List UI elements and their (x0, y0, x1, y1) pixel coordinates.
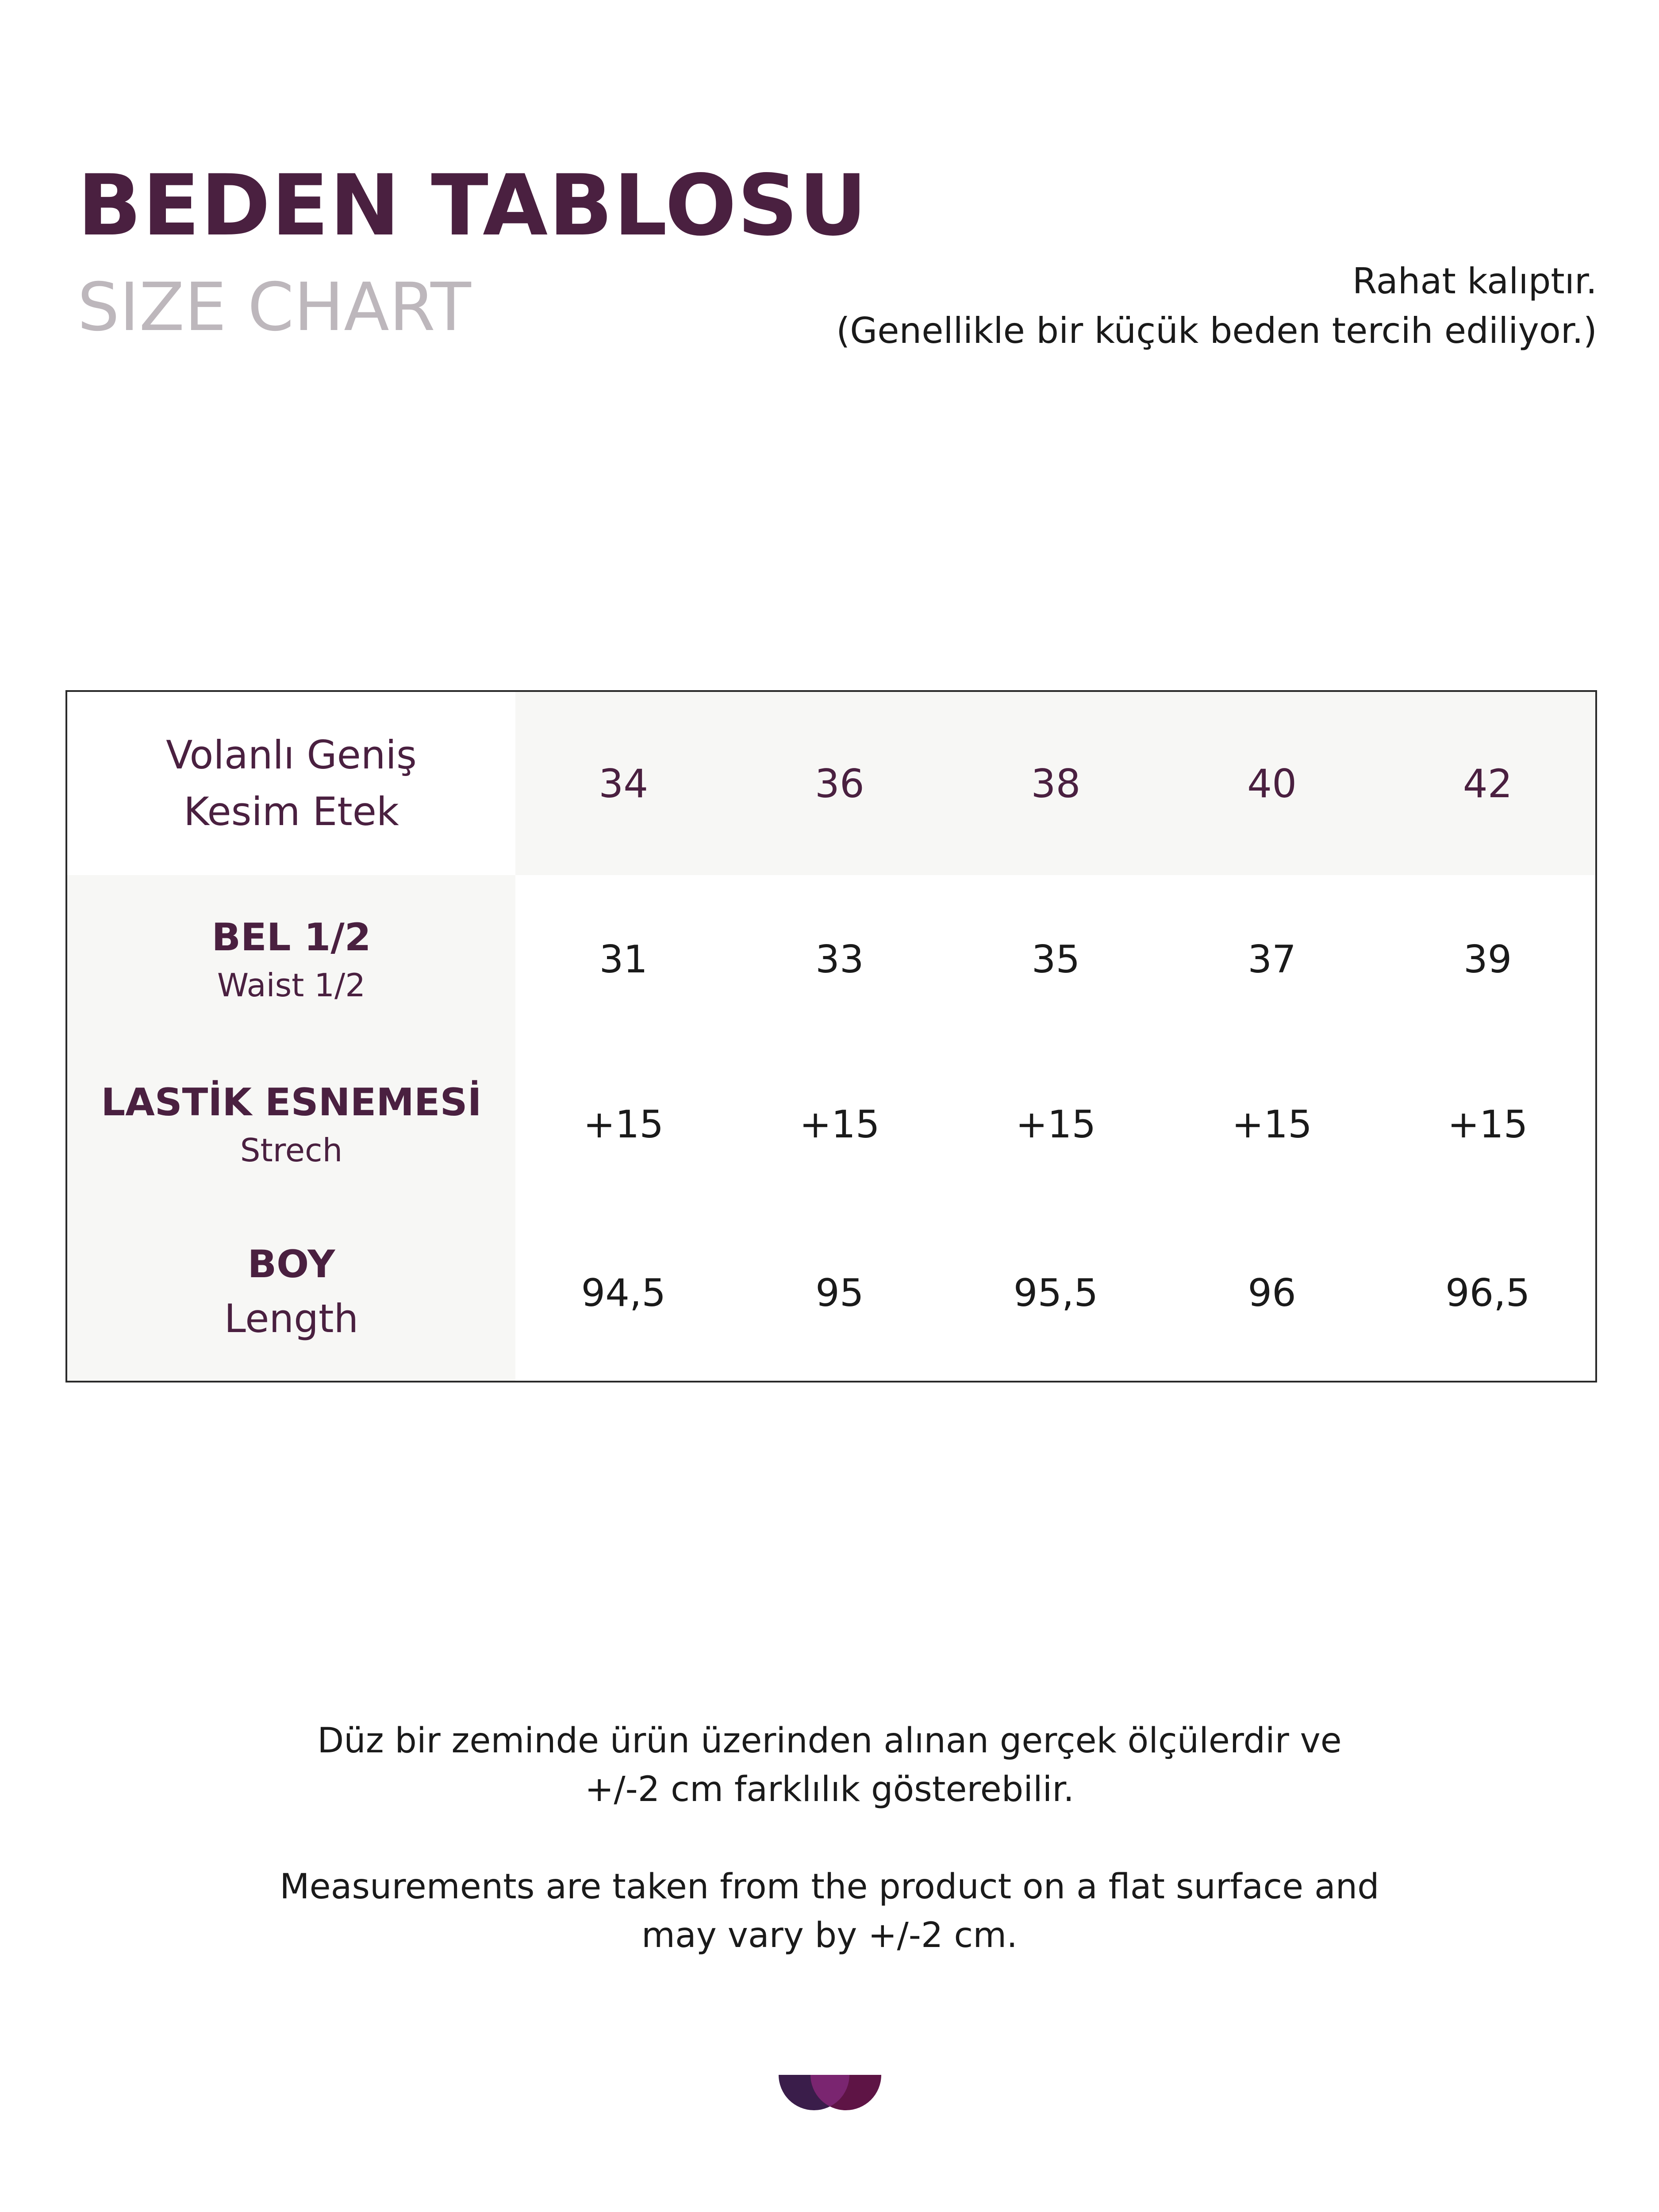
product-name-line: Kesim Etek (184, 789, 399, 835)
row-label: BEL 1/2 (211, 915, 371, 960)
product-name-line: Volanlı Geniş (166, 732, 417, 778)
disclaimer-line: may vary by +/-2 cm. (641, 1916, 1018, 1955)
table-row-waist (66, 875, 1596, 1044)
size-header-40: 40 (1164, 691, 1380, 875)
fit-note (836, 257, 1597, 356)
page-subtitle: SIZE CHART (77, 269, 471, 346)
table-cell: 33 (732, 875, 948, 1044)
table-header-row (66, 691, 1596, 875)
row-label: LASTİK ESNEMESİ (101, 1080, 482, 1125)
size-header-42: 42 (1380, 691, 1596, 875)
row-label-cell (66, 1206, 515, 1382)
table-cell: +15 (515, 1044, 732, 1206)
table-cell: +15 (948, 1044, 1164, 1206)
brand-logo-icon (779, 2075, 881, 2111)
table-cell: 37 (1164, 875, 1380, 1044)
table-cell: +15 (1380, 1044, 1596, 1206)
row-sublabel: Waist 1/2 (217, 966, 366, 1004)
fit-note-line: Rahat kalıptır. (1352, 261, 1597, 302)
table-row-stretch (66, 1044, 1596, 1206)
page-title: BEDEN TABLOSU (77, 157, 868, 254)
disclaimer-line: Düz bir zeminde ürün üzerinden alınan gerçek ölçülerdir ve (317, 1721, 1342, 1761)
disclaimer-tr (0, 1717, 1659, 1814)
table-cell: 31 (515, 875, 732, 1044)
row-label-cell (66, 875, 515, 1044)
fit-note-line: (Genellikle bir küçük beden tercih ediliyor.) (836, 310, 1597, 351)
size-header-38: 38 (948, 691, 1164, 875)
table-cell: 39 (1380, 875, 1596, 1044)
product-name-cell (66, 691, 515, 875)
row-sublabel: Length (224, 1295, 359, 1341)
disclaimer-line: +/-2 cm farklılık gösterebilir. (584, 1770, 1074, 1809)
size-header-36: 36 (732, 691, 948, 875)
row-label: BOY (247, 1242, 335, 1286)
size-header-34: 34 (515, 691, 732, 875)
table-row-length (66, 1206, 1596, 1382)
table-cell: 35 (948, 875, 1164, 1044)
table-cell: +15 (1164, 1044, 1380, 1206)
table-cell: 96 (1164, 1206, 1380, 1382)
disclaimer-line: Measurements are taken from the product on a flat surface and (280, 1867, 1379, 1907)
disclaimer-en (0, 1863, 1659, 1960)
table-cell: 96,5 (1380, 1206, 1596, 1382)
table-cell: 95,5 (948, 1206, 1164, 1382)
table-cell: +15 (732, 1044, 948, 1206)
row-label-cell (66, 1044, 515, 1206)
table-cell: 95 (732, 1206, 948, 1382)
row-sublabel: Strech (240, 1132, 343, 1169)
table-cell: 94,5 (515, 1206, 732, 1382)
size-table (65, 690, 1597, 1382)
